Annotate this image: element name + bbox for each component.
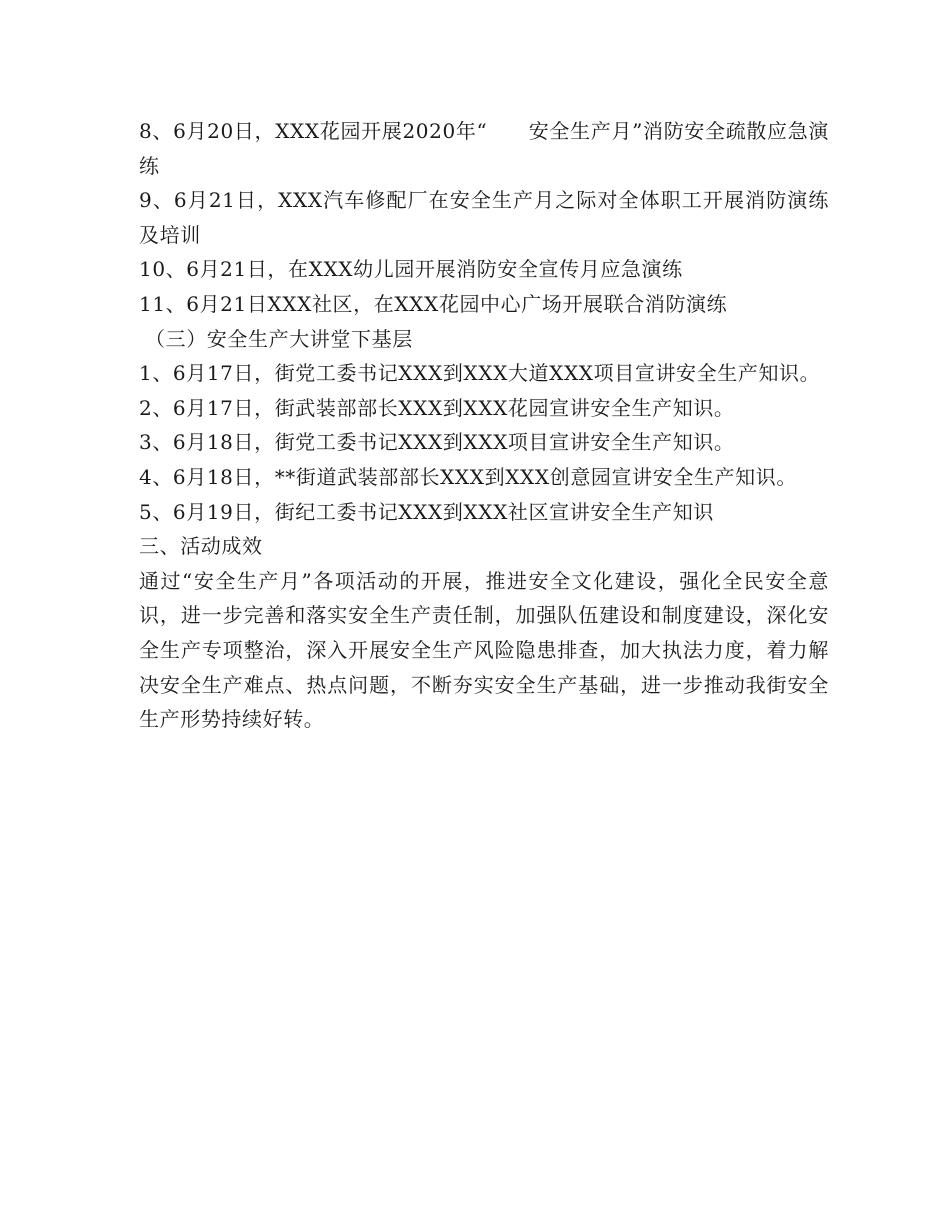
section-heading-lecture: （三）安全生产大讲堂下基层 xyxy=(145,326,413,351)
list-item-lecture-5: 5、6月19日，街纪工委书记XXX到XXX社区宣讲安全生产知识 xyxy=(139,499,714,524)
list-item-drill-9: 9、6月21日，XXX汽车修配厂在安全生产月之际对全体职工开展消防演练及培训 xyxy=(139,188,829,247)
list-item-drill-8: 8、6月20日，XXX花园开展2020年“ 安全生产月”消防安全疏散应急演练 xyxy=(139,119,829,178)
list-item-drill-11: 11、6月21日XXX社区，在XXX花园中心广场开展联合消防演练 xyxy=(139,291,728,316)
results-paragraph: 通过“安全生产月”各项活动的开展，推进安全文化建设，强化全民安全意识，进一步完善和落实安全生产责任制，加强队伍建设和制度建设，深化安全生产专项整治，深入开展安全生产风险隐患排查，加大执法力度，着力解决安全生产难点、热点问题，不断夯实安全生产基础，进一步推动我街安全生产形势持续好转。 xyxy=(139,568,829,732)
list-item-lecture-3: 3、6月18日，街党工委书记XXX到XXX项目宣讲安全生产知识。 xyxy=(139,430,735,455)
list-item-lecture-2: 2、6月17日，街武装部部长XXX到XXX花园宣讲安全生产知识。 xyxy=(139,395,735,420)
document-body xyxy=(139,114,829,737)
list-item-lecture-1: 1、6月17日，街党工委书记XXX到XXX大道XXX项目宣讲安全生产知识。 xyxy=(139,361,821,386)
list-item-drill-10: 10、6月21日，在XXX幼儿园开展消防安全宣传月应急演练 xyxy=(139,257,683,282)
section-heading-results: 三、活动成效 xyxy=(139,534,263,559)
list-item-lecture-4: 4、6月18日，**街道武装部部长XXX到XXX创意园宣讲安全生产知识。 xyxy=(139,464,797,489)
